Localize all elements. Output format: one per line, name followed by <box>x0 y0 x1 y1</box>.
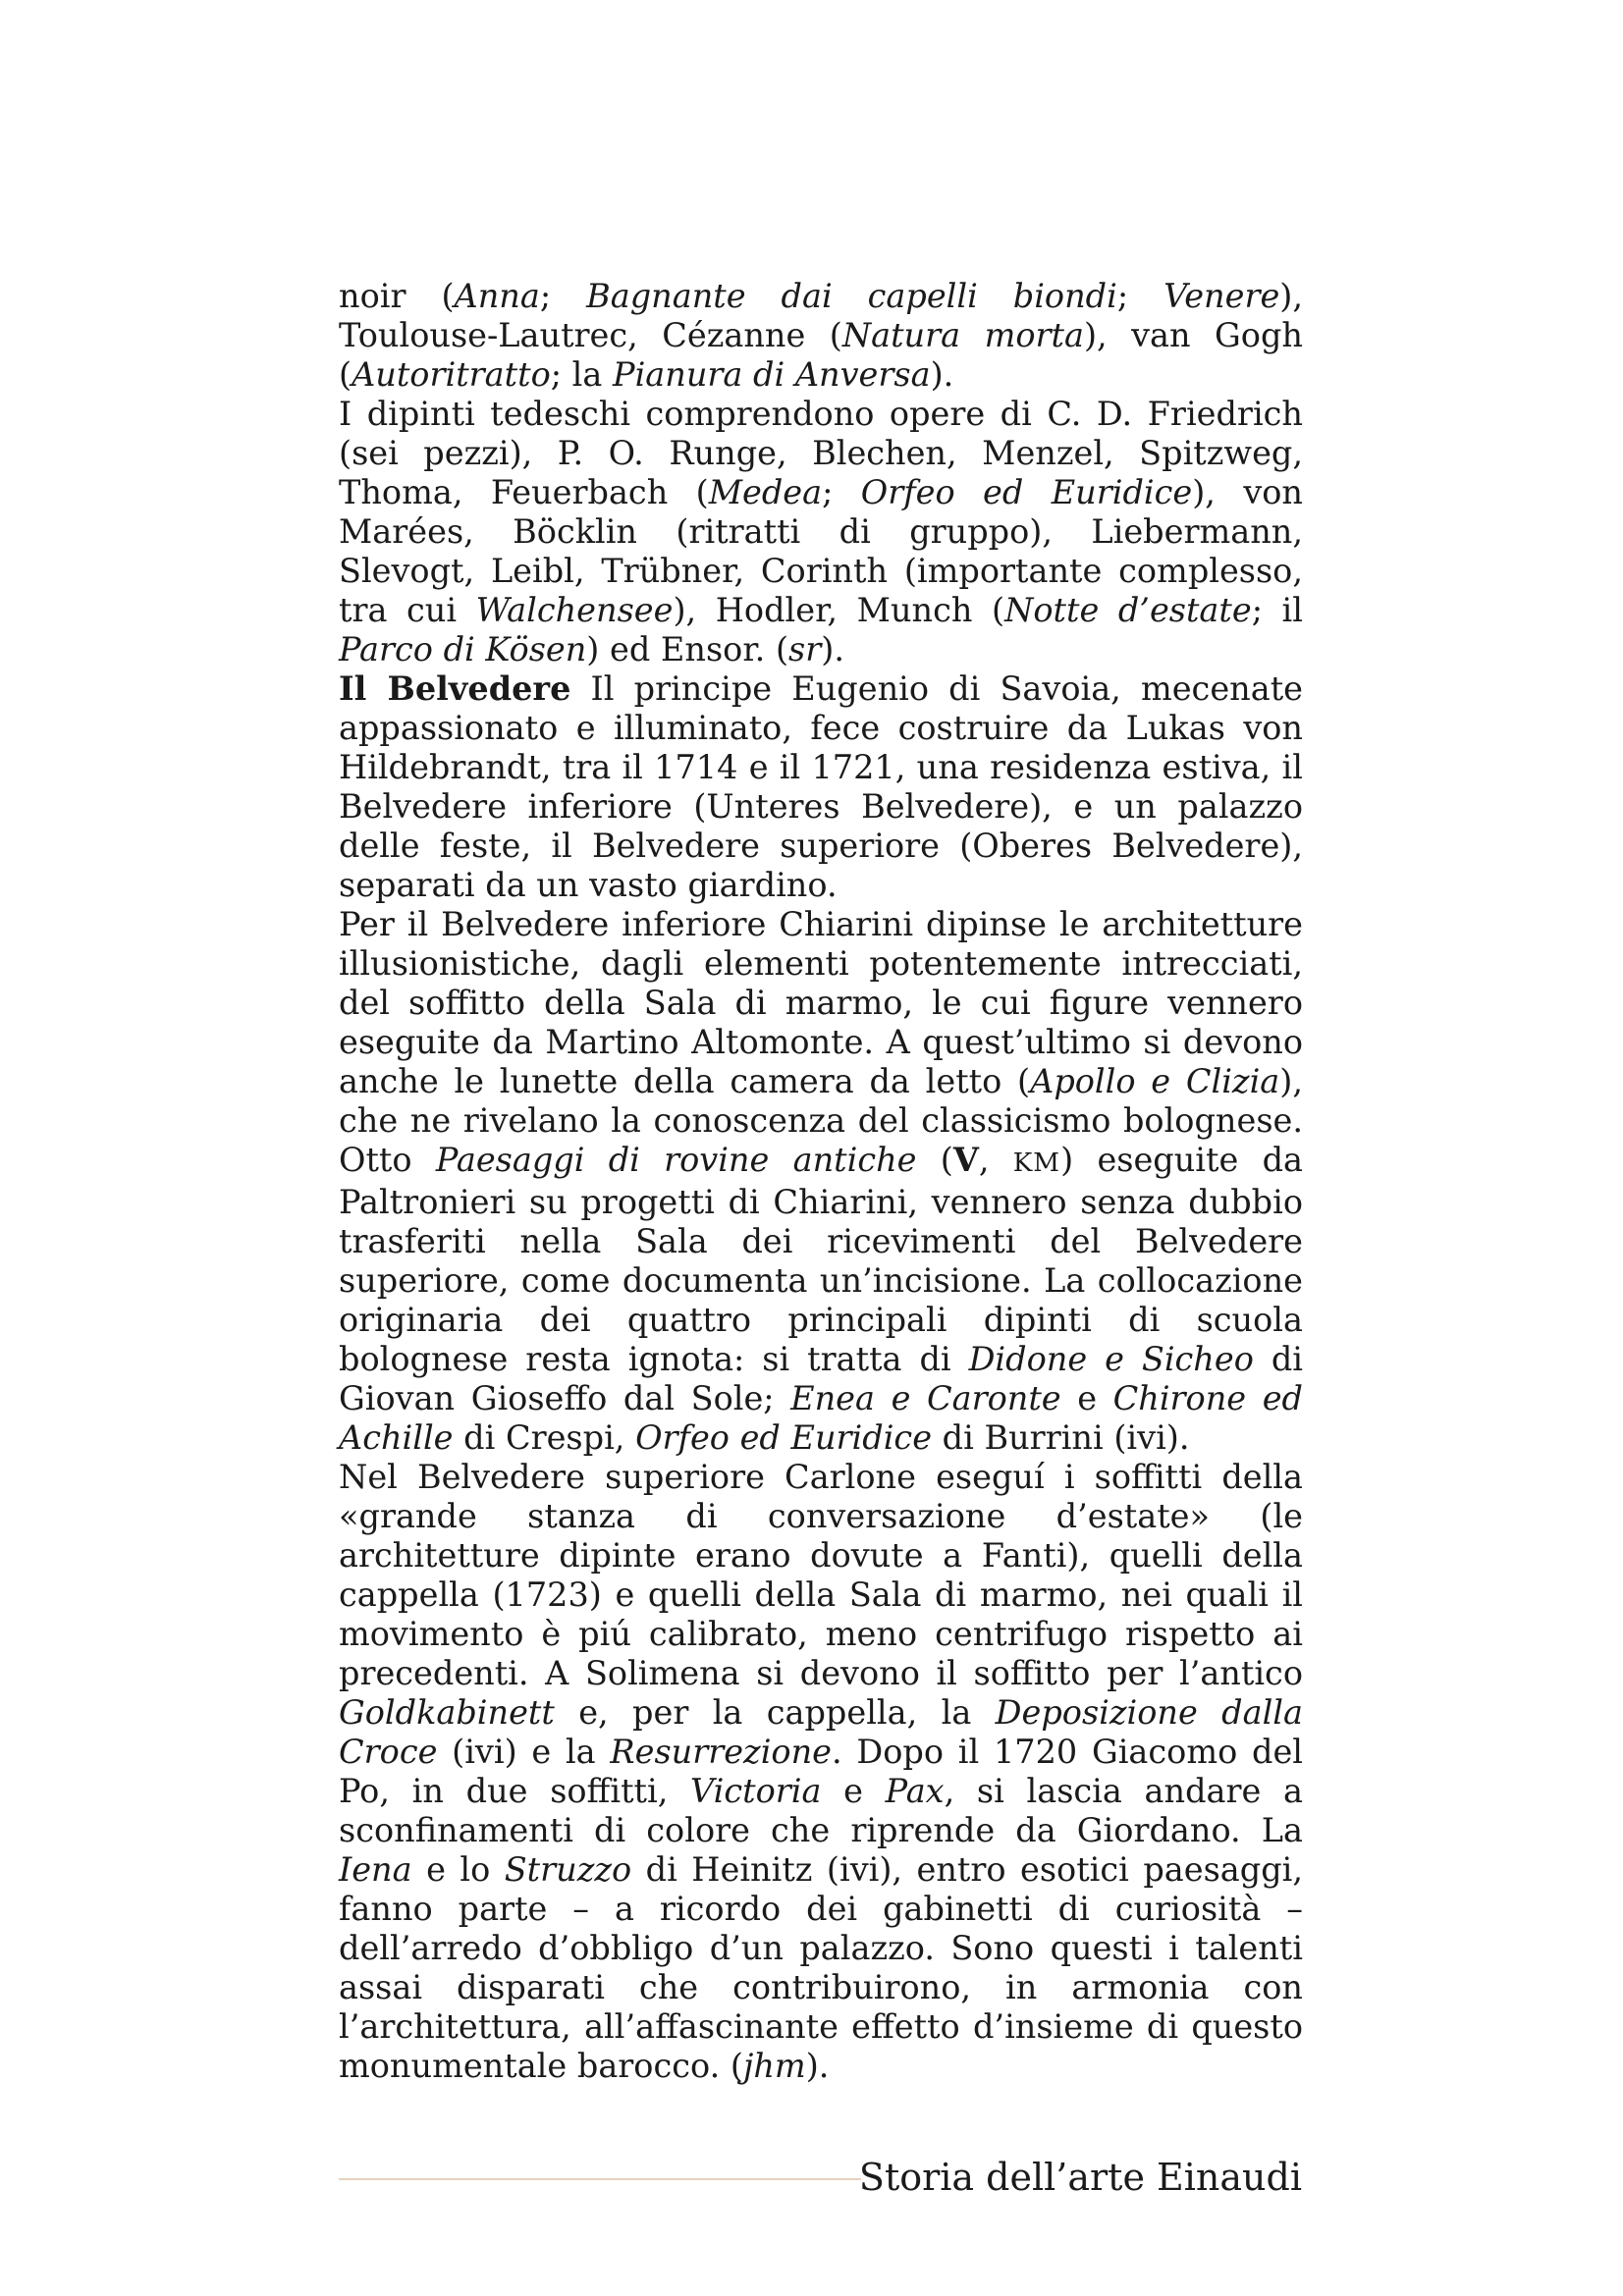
text-run: (ivi) e la <box>437 1733 611 1771</box>
artwork-title: Deposizione dalla Croce <box>339 1693 1303 1771</box>
artwork-title: Pianura di Anversa <box>613 355 931 394</box>
artwork-title: Orfeo ed Euridice <box>635 1418 933 1457</box>
artwork-title: Autoritratto <box>352 355 551 394</box>
artwork-title: Iena <box>339 1850 412 1889</box>
paragraph-renoir-continuation <box>339 277 1303 395</box>
section-heading: Il Belvedere <box>339 669 571 708</box>
text-run: ), Toulouse-Lautrec, Cézanne ( <box>339 277 1304 354</box>
artwork-title: Parco di Kösen <box>339 630 587 668</box>
text-run: ) eseguite da Paltronieri su progetti di Chiarini, vennero senza dubbio trasferiti nella Sala dei ricevimenti del Belvedere superiore, come documenta un’incisione. La collocazione originaria dei quattro principali dipinti di scuola bolognese resta ignota: si tratta di <box>339 1141 1303 1378</box>
paragraph-upper-belvedere <box>339 1458 1303 2086</box>
text-run: ), Hodler, Munch ( <box>673 591 1005 629</box>
text-run: ) ed Ensor. ( <box>586 630 789 668</box>
artwork-title: Walchensee <box>475 591 674 629</box>
paragraph-german-paintings <box>339 395 1303 669</box>
artwork-title: Orfeo ed Euridice <box>860 473 1193 511</box>
text-run: ; <box>1116 277 1164 315</box>
text-run: Per il Belvedere inferiore Chiarini dipinse le architetture illusionistiche, dagli elementi potentemente intrecciati, del soffitto della Sala di marmo, le cui figure vennero eseguite da Martino Altomonte. A quest’ultimo si devono anche le lunette della camera da letto ( <box>339 905 1303 1100</box>
text-run: . Dopo il 1720 Giacomo del Po, in due soffitti, <box>339 1733 1303 1810</box>
artwork-title: Pax <box>885 1772 945 1810</box>
artwork-title: Paesaggi di rovine antiche <box>435 1141 917 1179</box>
text-run: Nel Belvedere superiore Carlone eseguí i soffitti della «grande stanza di conversazione d’estate» (le architetture dipinte erano dovute a Fanti), quelli della cappella (1723) e quelli della Sala di marmo, nei quali il movimento è piú calibrato, meno centrifugo rispetto ai precedenti. A Solimena si devono il soffitto per l’antico <box>339 1458 1303 1692</box>
text-run: di Burrini (ivi). <box>932 1418 1190 1457</box>
author-initials: sr <box>788 630 822 668</box>
artwork-title: Didone e Sicheo <box>968 1340 1254 1378</box>
artwork-title: Victoria <box>690 1772 822 1810</box>
artwork-title: Apollo e Clizia <box>1030 1062 1280 1100</box>
footer-divider <box>339 2178 861 2180</box>
artwork-title: Notte d’estate <box>1004 591 1252 629</box>
artwork-title: Bagnante dai capelli biondi <box>586 277 1117 315</box>
text-run: noir ( <box>339 277 455 315</box>
text-run: ), von Marées, Böcklin (ritratti di gruppo), Liebermann, Slevogt, Leibl, Trübner, Corinth (importante complesso, tra cui <box>339 473 1303 629</box>
text-run: e, per la cappella, la <box>554 1693 996 1732</box>
artwork-title: Enea e Caronte <box>790 1379 1061 1417</box>
artwork-title: Medea <box>708 473 823 511</box>
artwork-title: Venere <box>1163 277 1280 315</box>
text-run: , <box>978 1141 1013 1179</box>
text-run: ; <box>822 473 861 511</box>
text-run: di Giovan Gioseffo dal Sole; <box>339 1340 1303 1417</box>
author-initials: jhm <box>742 2047 806 2085</box>
location-ref: V <box>952 1141 979 1179</box>
text-run: ), che ne rivelano la conoscenza del classicismo bolognese. Otto <box>339 1062 1303 1179</box>
text-run: Il principe Eugenio di Savoia, mecenate appassionato e illuminato, fece costruire da Lukas von Hildebrandt, tra il 1714 e il 1721, una residenza estiva, il Belvedere inferiore (Unteres Belvedere), e un palazzo delle feste, il Belvedere superiore (Oberes Belvedere), separati da un vasto giardino. <box>339 669 1303 904</box>
text-run: di Crespi, <box>453 1418 636 1457</box>
text-run: ( <box>916 1141 953 1179</box>
text-run: , si lascia andare a sconfinamenti di colore che riprende da Giordano. La <box>339 1772 1303 1849</box>
text-run: ). <box>930 355 954 394</box>
text-run: di Heinitz (ivi), entro esotici paesaggi, fanno parte – a ricordo dei gabinetti di curiosità – dell’arredo d’obbligo d’un palazzo. Sono questi i talenti assai disparati che contribuirono, in armonia con l’architettura, all’affascinante effetto d’insieme di questo monumentale barocco. ( <box>339 1850 1303 2085</box>
text-run: ). <box>805 2047 830 2085</box>
text-column <box>339 277 1303 2086</box>
text-run: e <box>1060 1379 1113 1417</box>
paragraph-lower-belvedere <box>339 905 1303 1458</box>
artwork-title: Goldkabinett <box>339 1693 555 1732</box>
text-run: ). <box>821 630 844 668</box>
text-run: e lo <box>411 1850 505 1889</box>
text-run: e <box>821 1772 886 1810</box>
artwork-title: Natura morta <box>841 316 1084 354</box>
artwork-title: Resurrezione <box>610 1733 832 1771</box>
text-run: ; <box>539 277 587 315</box>
museum-abbreviation: KM <box>1012 1148 1061 1178</box>
artwork-title: Anna <box>454 277 540 315</box>
text-run: I dipinti tedeschi comprendono opere di C. D. Friedrich (sei pezzi), P. O. Runge, Blechen, Menzel, Spitzweg, Thoma, Feuerbach ( <box>339 395 1303 511</box>
text-run: ; il <box>1251 591 1303 629</box>
paragraph-belvedere-intro <box>339 669 1303 905</box>
text-run: ; la <box>550 355 614 394</box>
artwork-title: Chirone ed Achille <box>339 1379 1303 1457</box>
footer-book-title: Storia dell’arte Einaudi <box>858 2156 1302 2199</box>
text-run: ), van Gogh ( <box>339 316 1303 394</box>
artwork-title: Struzzo <box>504 1850 632 1889</box>
